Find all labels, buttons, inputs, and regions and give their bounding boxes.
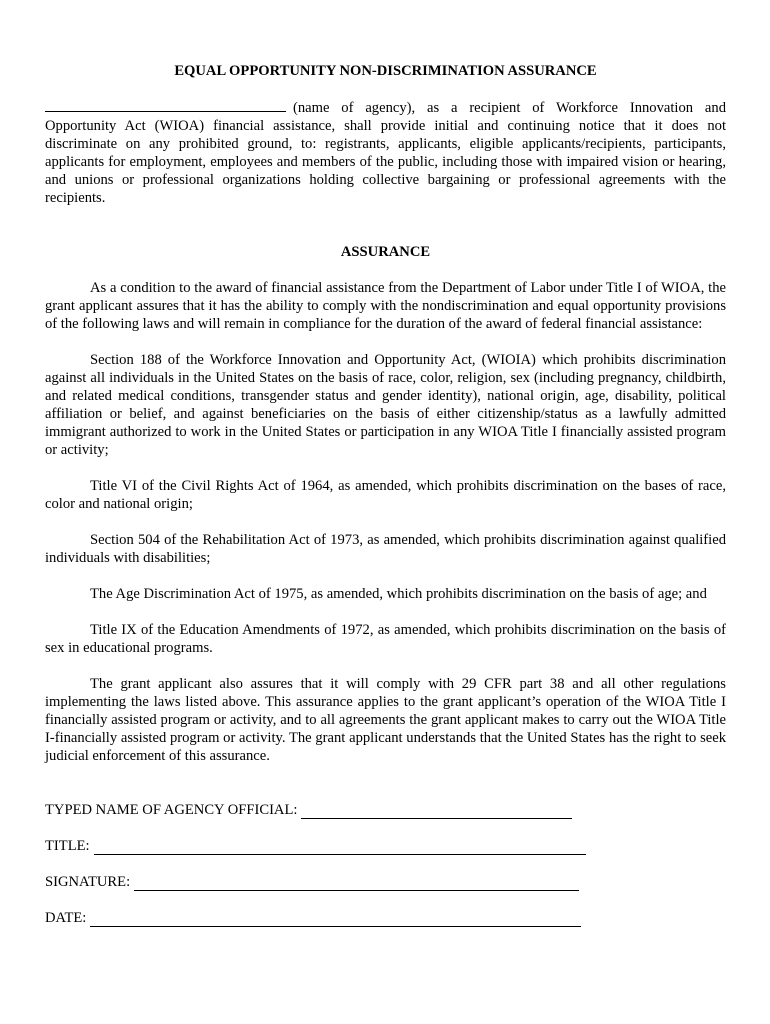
age-discrimination-paragraph: The Age Discrimination Act of 1975, as amended, which prohibits discrimination on the basis of age; and — [90, 586, 707, 602]
signature-label: SIGNATURE: — [45, 874, 131, 890]
agency-name-field[interactable] — [45, 99, 286, 112]
typed-name-field[interactable] — [301, 804, 572, 819]
intro-text: (name of agency), as a recipient of Workforce Innovation and Opportunity Act (WIOA) financial assistance, shall provide initial and continuing notice that it does not discriminate on any prohibited ground, to: registrants, applicants, eligible applicants/recipients, participants, applicants for employment, employees and members of the public, including those with impaired vision or hearing, and unions or professional organizations holding collective bargaining or professional agreements with the recipients. — [45, 100, 726, 206]
compliance-paragraph: The grant applicant also assures that it will comply with 29 CFR part 38 and all other regulations implementing the laws listed above. This assurance applies to the grant applicant’s operation of the WIOA Title I financially assisted program or activity, and to all agreements the grant applicant makes to carry out the WIOA Title I-financially assisted program or activity. The grant applicant understands that the United States has the right to seek judicial enforcement of this assurance. — [45, 676, 726, 764]
section-188-paragraph: Section 188 of the Workforce Innovation and Opportunity Act, (WIOIA) which prohibits discrimination against all individuals in the United States on the basis of race, color, religion, sex (including pregnancy, childbirth, and related medical conditions, transgender status and gender identity), national origin, age, disability, political affiliation or belief, and against beneficiaries on the basis of either citizenship/status as a lawfully admitted immigrant authorized to work in the United States or participation in any WIOA Title I financially assisted program or activity; — [45, 352, 726, 458]
signature-row — [45, 873, 726, 891]
typed-name-label: TYPED NAME OF AGENCY OFFICIAL: — [45, 802, 298, 818]
title-ix-paragraph: Title IX of the Education Amendments of 1972, as amended, which prohibits discrimination on the basis of sex in educational programs. — [45, 622, 726, 656]
title-label: TITLE: — [45, 838, 90, 854]
date-label: DATE: — [45, 910, 87, 926]
signature-field[interactable] — [134, 876, 579, 891]
date-row — [45, 909, 726, 927]
signature-block — [45, 801, 726, 927]
assurance-paragraph: As a condition to the award of financial assistance from the Department of Labor under Title I of WIOA, the grant applicant assures that it has the ability to comply with the nondiscrimination and equal opportunity provisions of the following laws and will remain in compliance for the duration of the award of federal financial assistance: — [45, 280, 726, 332]
title-row — [45, 837, 726, 855]
document-title: EQUAL OPPORTUNITY NON-DISCRIMINATION ASSURANCE — [174, 63, 597, 79]
assurance-heading: ASSURANCE — [340, 244, 431, 260]
typed-name-row — [45, 801, 726, 819]
title-field[interactable] — [94, 840, 586, 855]
intro-paragraph — [45, 99, 726, 207]
date-field[interactable] — [90, 912, 581, 927]
title-vi-paragraph: Title VI of the Civil Rights Act of 1964, as amended, which prohibits discrimination on the bases of race, color and national origin; — [45, 478, 726, 512]
section-504-paragraph: Section 504 of the Rehabilitation Act of 1973, as amended, which prohibits discrimination against qualified individuals with disabilities; — [45, 532, 726, 566]
